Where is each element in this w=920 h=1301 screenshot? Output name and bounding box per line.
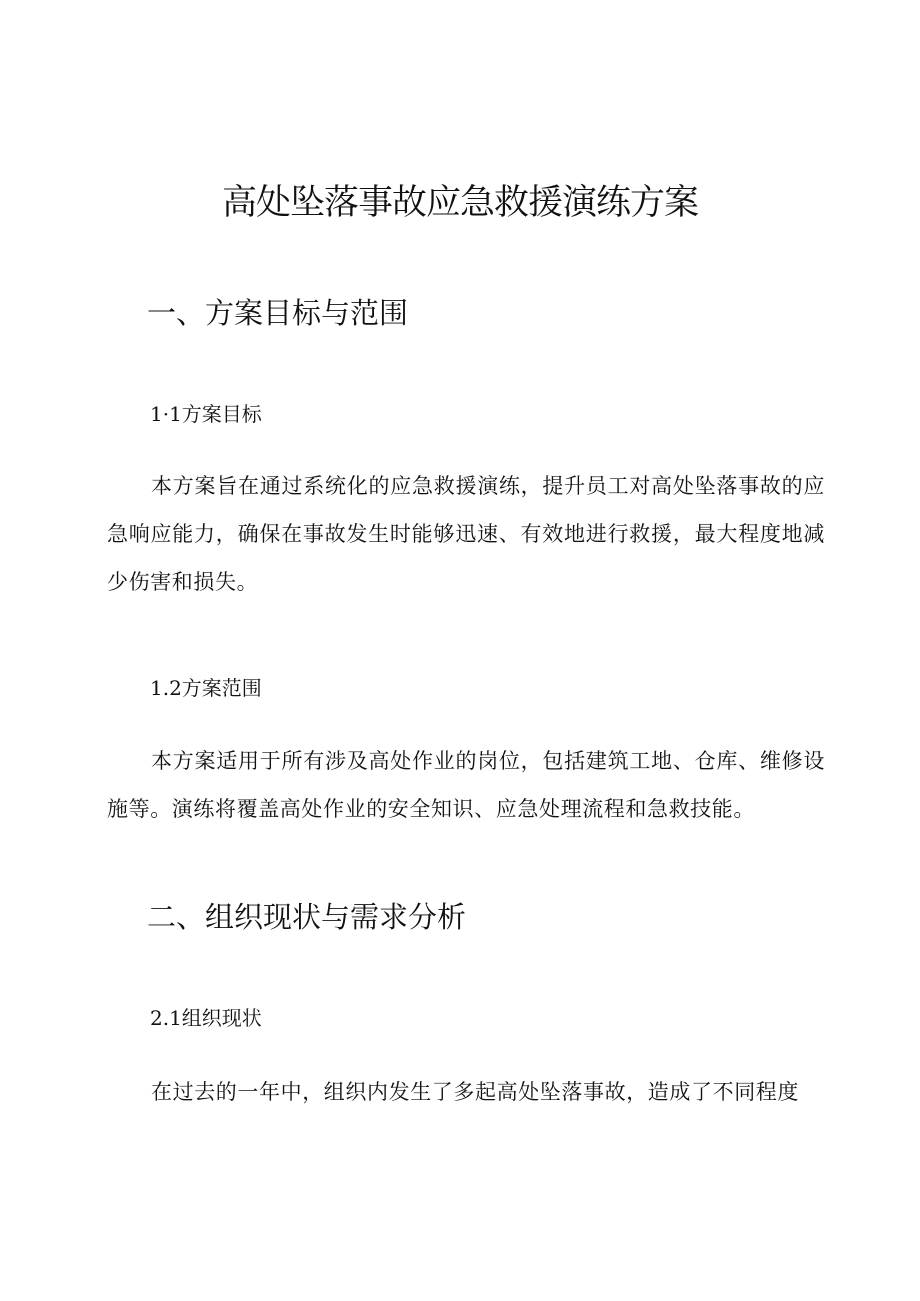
section-heading-goals-scope: 一、方案目标与范围 [147, 296, 409, 330]
document-title: 高处坠落事故应急救援演练方案 [221, 183, 698, 223]
paragraph-goals: 本方案旨在通过系统化的应急救援演练，提升员工对高处坠落事故的应急响应能力，确保在事故发生时能够迅速、有效地进行救援，最大程度地减少伤害和损失。 [107, 474, 825, 594]
subsection-heading-scope: 1.2方案范围 [150, 676, 262, 700]
paragraph-scope: 本方案适用于所有涉及高处作业的岗位，包括建筑工地、仓库、维修设施等。演练将覆盖高处作业的安全知识、应急处理流程和急救技能。 [107, 749, 825, 821]
section-heading-status-analysis: 二、组织现状与需求分析 [147, 900, 467, 934]
subsection-heading-status: 2.1组织现状 [150, 1006, 262, 1030]
paragraph-status: 在过去的一年中，组织内发生了多起高处坠落事故，造成了不同程度 [151, 1080, 799, 1104]
subsection-heading-goals: 1·1方案目标 [150, 402, 262, 426]
